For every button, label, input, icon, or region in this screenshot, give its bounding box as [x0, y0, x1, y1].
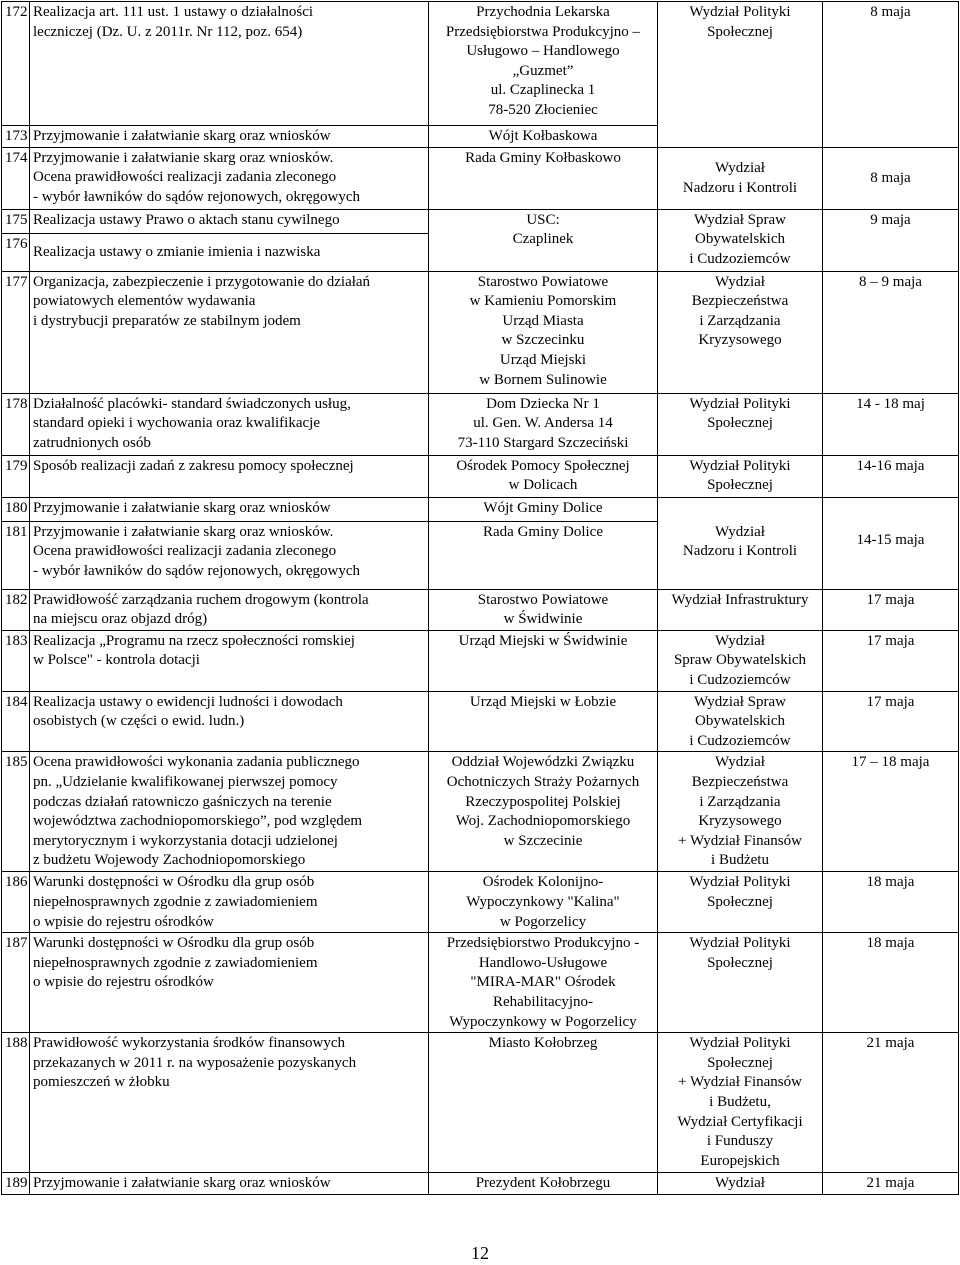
control-subject: Realizacja ustawy Prawo o aktach stanu cywilnego: [30, 209, 429, 233]
control-date: 8 maja: [823, 2, 959, 148]
responsible-unit: Wydział Nadzoru i Kontroli: [658, 497, 823, 589]
table-row: [2, 271, 959, 393]
inspected-entity: Urząd Miejski w Łobzie: [429, 691, 658, 752]
inspected-entity: Wójt Kołbaskowa: [429, 126, 658, 148]
control-date: 17 maja: [823, 691, 959, 752]
row-number: 176: [2, 233, 30, 271]
row-number: 173: [2, 126, 30, 148]
control-date: 17 maja: [823, 589, 959, 630]
control-subject: Realizacja ustawy o zmianie imienia i nazwiska: [30, 233, 429, 271]
row-number: 172: [2, 2, 30, 126]
table-row: [2, 933, 959, 1033]
responsible-unit: Wydział Spraw Obywatelskich i Cudzoziemców: [658, 630, 823, 691]
control-subject: Realizacja ustawy o ewidencji ludności i dowodach osobistych (w części o ewid. ludn.): [30, 691, 429, 752]
inspected-entity: Dom Dziecka Nr 1 ul. Gen. W. Andersa 14 73-110 Stargard Szczeciński: [429, 393, 658, 455]
row-number: 180: [2, 497, 30, 521]
inspection-plan-table: [1, 1, 959, 1195]
responsible-unit: Wydział: [658, 1173, 823, 1195]
responsible-unit: Wydział Spraw Obywatelskich i Cudzoziemców: [658, 691, 823, 752]
inspected-entity: USC: Czaplinek: [429, 209, 658, 271]
row-number: 187: [2, 933, 30, 1033]
control-subject: Przyjmowanie i załatwianie skarg oraz wniosków: [30, 497, 429, 521]
control-date: 21 maja: [823, 1033, 959, 1173]
table-row: [2, 630, 959, 691]
control-subject: Prawidłowość wykorzystania środków finansowych przekazanych w 2011 r. na wyposażenie pozyskanych pomieszczeń w żłobku: [30, 1033, 429, 1173]
row-number: 175: [2, 209, 30, 233]
control-date: 14 - 18 maj: [823, 393, 959, 455]
responsible-unit: Wydział Bezpieczeństwa i Zarządzania Kryzysowego + Wydział Finansów i Budżetu: [658, 752, 823, 872]
inspected-entity: Rada Gminy Dolice: [429, 521, 658, 589]
control-date: 8 – 9 maja: [823, 271, 959, 393]
responsible-unit: Wydział Polityki Społecznej: [658, 933, 823, 1033]
row-number: 186: [2, 872, 30, 933]
control-date: 18 maja: [823, 872, 959, 933]
control-subject: Prawidłowość zarządzania ruchem drogowym (kontrola na miejscu oraz objazd dróg): [30, 589, 429, 630]
table-row: [2, 589, 959, 630]
table-row: [2, 1173, 959, 1195]
inspected-entity: Miasto Kołobrzeg: [429, 1033, 658, 1173]
control-subject: Przyjmowanie i załatwianie skarg oraz wniosków: [30, 1173, 429, 1195]
inspected-entity: Urząd Miejski w Świdwinie: [429, 630, 658, 691]
control-date: 18 maja: [823, 933, 959, 1033]
row-number: 181: [2, 521, 30, 589]
responsible-unit: Wydział Polityki Społecznej: [658, 872, 823, 933]
page-number: 12: [471, 1243, 489, 1263]
responsible-unit: Wydział Polityki Społecznej: [658, 2, 823, 148]
row-number: 184: [2, 691, 30, 752]
inspected-entity: Wójt Gminy Dolice: [429, 497, 658, 521]
control-date: 17 – 18 maja: [823, 752, 959, 872]
row-number: 185: [2, 752, 30, 872]
table-row: [2, 147, 959, 209]
control-subject: Przyjmowanie i załatwianie skarg oraz wniosków. Ocena prawidłowości realizacji zadania zleconego - wybór ławników do sądów rejonowych, okręgowych: [30, 147, 429, 209]
inspected-entity: Oddział Wojewódzki Związku Ochotniczych Straży Pożarnych Rzeczypospolitej Polskiej Woj. Zachodniopomorskiego w Szczecinie: [429, 752, 658, 872]
responsible-unit: Wydział Infrastruktury: [658, 589, 823, 630]
responsible-unit: Wydział Spraw Obywatelskich i Cudzoziemców: [658, 209, 823, 271]
row-number: 177: [2, 271, 30, 393]
responsible-unit: Wydział Polityki Społecznej: [658, 393, 823, 455]
control-subject: Przyjmowanie i załatwianie skarg oraz wniosków. Ocena prawidłowości realizacji zadania zleconego - wybór ławników do sądów rejonowych, okręgowych: [30, 521, 429, 589]
inspected-entity: Starostwo Powiatowe w Kamieniu Pomorskim Urząd Miasta w Szczecinku Urząd Miejski w Bornem Sulinowie: [429, 271, 658, 393]
responsible-unit: Wydział Polityki Społecznej: [658, 455, 823, 497]
inspected-entity: Prezydent Kołobrzegu: [429, 1173, 658, 1195]
control-subject: Warunki dostępności w Ośrodku dla grup osób niepełnosprawnych zgodnie z zawiadomieniem o wpisie do rejestru ośrodków: [30, 933, 429, 1033]
row-number: 183: [2, 630, 30, 691]
responsible-unit: Wydział Bezpieczeństwa i Zarządzania Kryzysowego: [658, 271, 823, 393]
inspected-entity: Przedsiębiorstwo Produkcyjno - Handlowo-Usługowe "MIRA-MAR" Ośrodek Rehabilitacyjno- Wypoczynkowy w Pogorzelicy: [429, 933, 658, 1033]
control-date: 21 maja: [823, 1173, 959, 1195]
row-number: 178: [2, 393, 30, 455]
row-number: 188: [2, 1033, 30, 1173]
control-subject: Działalność placówki- standard świadczonych usług, standard opieki i wychowania oraz kwalifikacje zatrudnionych osób: [30, 393, 429, 455]
table-row: [2, 691, 959, 752]
control-date: 14-15 maja: [823, 497, 959, 589]
control-subject: Realizacja art. 111 ust. 1 ustawy o działalności leczniczej (Dz. U. z 2011r. Nr 112, poz. 654): [30, 2, 429, 126]
inspected-entity: Przychodnia Lekarska Przedsiębiorstwa Produkcyjno – Usługowo – Handlowego „Guzmet” ul. Czaplinecka 1 78-520 Złocieniec: [429, 2, 658, 126]
inspected-entity: Starostwo Powiatowe w Świdwinie: [429, 589, 658, 630]
table-row: [2, 393, 959, 455]
table-row: [2, 1033, 959, 1173]
control-date: 8 maja: [823, 147, 959, 209]
table-row: [2, 752, 959, 872]
table-row: [2, 209, 959, 233]
control-subject: Organizacja, zabezpieczenie i przygotowanie do działań powiatowych elementów wydawania i dystrybucji preparatów ze stabilnym jodem: [30, 271, 429, 393]
control-date: 17 maja: [823, 630, 959, 691]
responsible-unit: Wydział Polityki Społecznej + Wydział Finansów i Budżetu, Wydział Certyfikacji i Funduszy Europejskich: [658, 1033, 823, 1173]
control-subject: Sposób realizacji zadań z zakresu pomocy społecznej: [30, 455, 429, 497]
inspected-entity: Ośrodek Pomocy Społecznej w Dolicach: [429, 455, 658, 497]
table-row: [2, 497, 959, 521]
row-number: 179: [2, 455, 30, 497]
inspected-entity: Rada Gminy Kołbaskowo: [429, 147, 658, 209]
control-subject: Przyjmowanie i załatwianie skarg oraz wniosków: [30, 126, 429, 148]
row-number: 182: [2, 589, 30, 630]
control-subject: Warunki dostępności w Ośrodku dla grup osób niepełnosprawnych zgodnie z zawiadomieniem o wpisie do rejestru ośrodków: [30, 872, 429, 933]
control-date: 14-16 maja: [823, 455, 959, 497]
table-row: [2, 2, 959, 126]
table-row: [2, 455, 959, 497]
control-subject: Realizacja „Programu na rzecz społeczności romskiej w Polsce" - kontrola dotacji: [30, 630, 429, 691]
table-row: [2, 872, 959, 933]
row-number: 174: [2, 147, 30, 209]
inspected-entity: Ośrodek Kolonijno- Wypoczynkowy "Kalina" w Pogorzelicy: [429, 872, 658, 933]
control-date: 9 maja: [823, 209, 959, 271]
control-subject: Ocena prawidłowości wykonania zadania publicznego pn. „Udzielanie kwalifikowanej pierwszej pomocy podczas działań ratowniczo gaśniczych na terenie województwa zachodniopomorskiego”, pod względem merytorycznym i wykorzystania dotacji udzielonej z budżetu Wojewody Zachodniopomorskiego: [30, 752, 429, 872]
responsible-unit: Wydział Nadzoru i Kontroli: [658, 147, 823, 209]
row-number: 189: [2, 1173, 30, 1195]
